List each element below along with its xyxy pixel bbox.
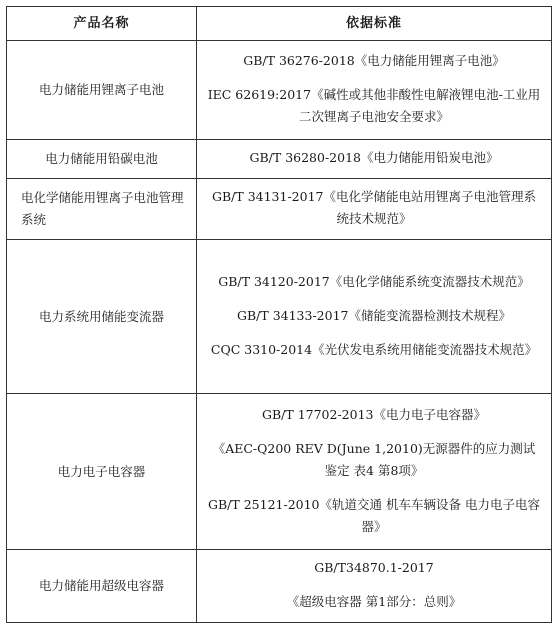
table-row xyxy=(7,240,552,394)
standard-entry: GB/T 34133-2017《储能变流器检测技术规程》 xyxy=(237,307,511,323)
standard-entry: GB/T 36280-2018《电力储能用铅炭电池》 xyxy=(249,150,499,165)
standard-entry: 《超级电容器 第1部分：总则》 xyxy=(286,594,462,609)
table-header-row xyxy=(7,7,552,41)
standards-table xyxy=(6,6,552,623)
header-product-name: 产品名称 xyxy=(7,7,197,41)
product-name-cell: 电力储能用锂离子电池 xyxy=(7,41,197,140)
standard-entry: GB/T 34120-2017《电化学储能系统变流器技术规范》 xyxy=(218,273,530,289)
standard-entry: GB/T34870.1-2017 xyxy=(314,560,434,575)
table-row xyxy=(7,550,552,623)
standards-cell xyxy=(197,140,552,179)
product-name-cell: 电力系统用储能变流器 xyxy=(7,240,197,394)
standard-entry: GB/T 36276-2018《电力储能用锂离子电池》 xyxy=(243,53,505,68)
standards-cell xyxy=(197,179,552,240)
standard-entry: IEC 62619:2017《碱性或其他非酸性电解液锂电池-工业用二次锂离子电池安全要求》 xyxy=(207,87,541,124)
standards-cell xyxy=(197,41,552,140)
product-name-cell: 电力储能用超级电容器 xyxy=(7,550,197,623)
standard-entry: GB/T 34131-2017《电化学储能电站用锂离子电池管理系统技术规范》 xyxy=(212,189,536,226)
standard-entry: CQC 3310-2014《光伏发电系统用储能变流器技术规范》 xyxy=(210,341,538,357)
product-name-cell: 电力储能用铅碳电池 xyxy=(7,140,197,179)
product-name-cell: 电化学储能用锂离子电池管理系统 xyxy=(7,179,197,240)
standards-cell xyxy=(197,240,552,394)
table-row xyxy=(7,41,552,140)
header-standards: 依据标准 xyxy=(197,7,552,41)
table-row xyxy=(7,394,552,550)
table-row xyxy=(7,140,552,179)
standards-cell xyxy=(197,550,552,623)
standard-entry: GB/T 25121-2010《轨道交通 机车车辆设备 电力电子电容器》 xyxy=(208,496,540,534)
standards-cell xyxy=(197,394,552,550)
table-row xyxy=(7,179,552,240)
product-name-cell: 电力电子电容器 xyxy=(7,394,197,550)
standard-entry: GB/T 17702-2013《电力电子电容器》 xyxy=(262,406,486,422)
standard-entry: 《AEC-Q200 REV D(June 1,2010)无源器件的应力测试鉴定 表4 第8项》 xyxy=(212,440,536,478)
